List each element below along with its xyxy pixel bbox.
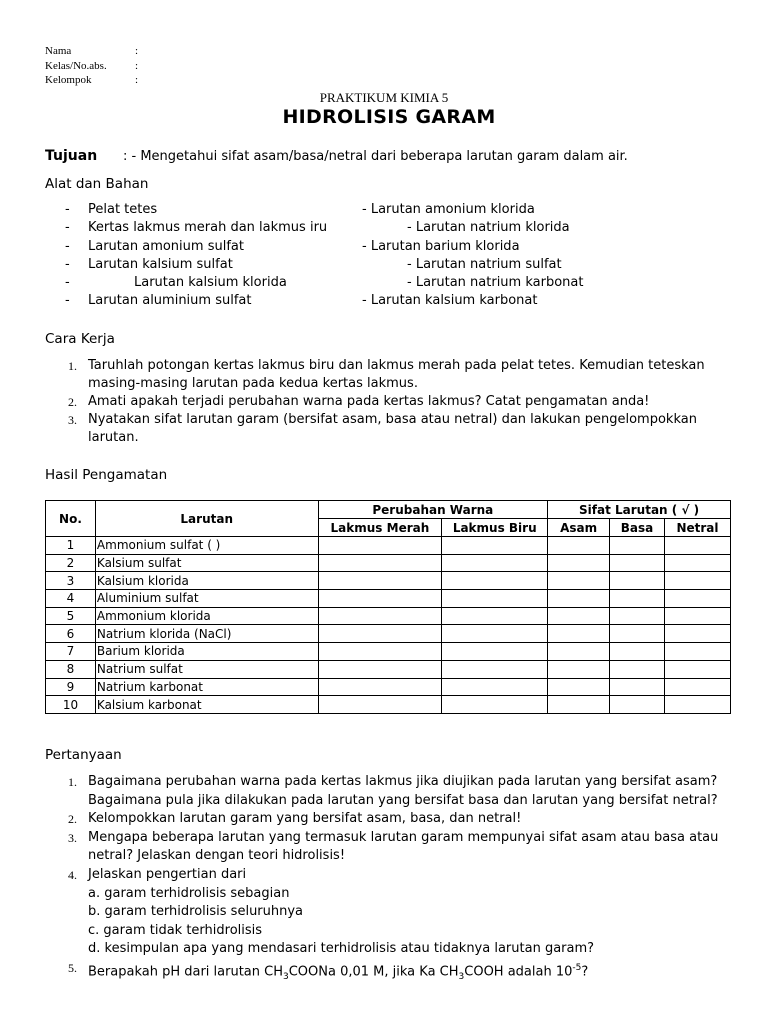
cell-empty (548, 537, 610, 555)
cell-empty (665, 696, 731, 714)
cell-no: 4 (46, 590, 96, 608)
cell-no: 1 (46, 537, 96, 555)
cell-empty (548, 643, 610, 661)
header-basa: Basa (610, 519, 665, 537)
list-item (65, 256, 665, 274)
list-item (65, 201, 665, 219)
sub-item: a. garam terhidrolisis sebagian (88, 885, 290, 901)
identity-label: Kelompok (45, 74, 92, 86)
cell-no: 5 (46, 607, 96, 625)
pertanyaan-heading: Pertanyaan (45, 747, 122, 763)
sub-item: d. kesimpulan apa yang mendasari terhidrolisis atau tidaknya larutan garam? (88, 941, 595, 957)
cell-empty (318, 678, 442, 696)
step-text: Taruhlah potongan kertas lakmus biru dan lakmus merah pada pelat tetes. Kemudian teteskan masing-masing larutan pada kedua kertas lakmus. (88, 358, 705, 391)
cell-no: 6 (46, 625, 96, 643)
cell-no: 8 (46, 660, 96, 678)
header-asam: Asam (548, 519, 610, 537)
table-row (46, 625, 731, 643)
question-text: Bagaimana perubahan warna pada kertas lakmus jika diujikan pada larutan yang bersifat asam? Bagaimana pula jika dilakukan pada larutan yang bersifat basa dan larutan yang bersifat netral? (88, 774, 718, 808)
cell-empty (665, 625, 731, 643)
cell-empty (442, 537, 548, 555)
table-row (46, 572, 731, 590)
cell-larutan: Kalsium klorida (95, 572, 318, 590)
question-number: 5. (68, 960, 77, 975)
dash: - (65, 202, 70, 217)
cell-empty (610, 696, 665, 714)
list-item (65, 238, 665, 256)
cell-empty (665, 643, 731, 661)
cell-larutan: Barium klorida (95, 643, 318, 661)
cell-larutan: Kalsium sulfat (95, 554, 318, 572)
cell-empty (442, 625, 548, 643)
cell-no: 7 (46, 643, 96, 661)
step-number: 3. (68, 413, 77, 427)
tujuan-text: : - Mengetahui sifat asam/basa/netral dari beberapa larutan garam dalam air. (123, 149, 628, 164)
practicum-subtitle: PRAKTIKUM KIMIA 5 (319, 90, 449, 105)
cell-empty (318, 607, 442, 625)
alat-heading: Alat dan Bahan (45, 176, 149, 192)
header-no: No. (46, 501, 96, 537)
cell-empty (318, 696, 442, 714)
cell-empty (442, 572, 548, 590)
cell-no: 3 (46, 572, 96, 590)
identity-block (45, 44, 145, 88)
cell-empty (442, 607, 548, 625)
table-row (46, 678, 731, 696)
header-perubahan-warna: Perubahan Warna (318, 501, 548, 519)
step-number: 2. (68, 395, 77, 409)
question-number: 3. (68, 830, 77, 845)
hasil-heading: Hasil Pengamatan (45, 467, 168, 483)
step-number: 1. (68, 359, 77, 373)
cell-larutan: Natrium klorida (NaCl) (95, 625, 318, 643)
question-text-block (88, 866, 738, 959)
identity-row-kelompok (45, 73, 145, 88)
cell-empty (665, 554, 731, 572)
cell-empty (610, 660, 665, 678)
cell-empty (665, 678, 731, 696)
list-item (65, 292, 665, 310)
identity-label: Nama (45, 45, 72, 57)
question-number: 1. (68, 775, 77, 789)
cell-empty (610, 554, 665, 572)
alat-item-left: Larutan kalsium klorida (134, 275, 287, 291)
cell-empty (610, 537, 665, 555)
dash: - (65, 220, 70, 236)
cell-empty (548, 696, 610, 714)
list-item (68, 773, 738, 810)
cell-empty (548, 554, 610, 572)
alat-item-left: Pelat tetes (88, 202, 158, 217)
dash: - (65, 275, 70, 291)
text-part: COOH adalah 10 (464, 964, 573, 980)
cell-empty (610, 678, 665, 696)
cell-empty (665, 537, 731, 555)
tujuan-label: Tujuan (45, 148, 98, 164)
table-row (46, 660, 731, 678)
alat-item-left: Larutan aluminium sulfat (88, 293, 252, 309)
cell-empty (610, 643, 665, 661)
table-row (46, 554, 731, 572)
cell-empty (548, 572, 610, 590)
question-text: Jelaskan pengertian dari (88, 866, 247, 882)
question-list (68, 773, 738, 986)
cell-empty (442, 643, 548, 661)
tujuan-section (45, 148, 628, 164)
list-item (68, 411, 728, 447)
text-part: Berapakah pH dari larutan CH (88, 964, 283, 980)
cell-empty (665, 607, 731, 625)
identity-colon: : (135, 59, 139, 72)
text-part: COONa 0,01 M, jika Ka CH (288, 964, 459, 980)
alat-list (65, 201, 665, 311)
step-text: Nyatakan sifat larutan garam (bersifat asam, basa atau netral) dan lakukan pengelompokkan larutan. (88, 412, 697, 445)
cell-empty (442, 554, 548, 572)
cell-empty (318, 660, 442, 678)
table-row (46, 607, 731, 625)
list-item (68, 829, 738, 866)
cell-empty (548, 607, 610, 625)
cell-empty (442, 696, 548, 714)
question-number: 2. (68, 812, 77, 827)
subscript: 3 (283, 971, 289, 982)
table-row (46, 643, 731, 661)
text-part: ? (581, 964, 589, 980)
cell-empty (548, 678, 610, 696)
table-row (46, 590, 731, 608)
header-lakmus-biru: Lakmus Biru (442, 519, 548, 537)
document-title: HIDROLISIS GARAM (282, 106, 496, 128)
identity-colon: : (135, 74, 139, 86)
cell-no: 9 (46, 678, 96, 696)
alat-item-left: Larutan amonium sulfat (88, 238, 244, 254)
header-larutan: Larutan (95, 501, 318, 537)
alat-item-right: - Larutan barium klorida (362, 238, 520, 254)
subscript: 3 (458, 971, 465, 982)
identity-row-nama (45, 44, 145, 59)
alat-item-right: - Larutan natrium klorida (407, 220, 570, 236)
header-sifat-larutan: Sifat Larutan ( √ ) (548, 501, 731, 519)
cell-empty (442, 678, 548, 696)
cell-empty (610, 590, 665, 608)
cell-empty (548, 590, 610, 608)
cell-larutan: Natrium karbonat (95, 678, 318, 696)
cara-heading: Cara Kerja (45, 331, 115, 347)
question-number: 4. (68, 867, 77, 882)
alat-item-left: Kertas lakmus merah dan lakmus iru (88, 220, 328, 236)
alat-item-right: - Larutan amonium klorida (362, 202, 535, 217)
alat-item-right: - Larutan natrium karbonat (407, 275, 584, 291)
cell-larutan: Kalsium karbonat (95, 696, 318, 714)
identity-label: Kelas/No.abs. (45, 59, 107, 72)
header-netral: Netral (665, 519, 731, 537)
cell-empty (318, 572, 442, 590)
question-text (88, 959, 738, 987)
superscript: -5 (572, 962, 582, 973)
cell-empty (610, 625, 665, 643)
cell-no: 10 (46, 696, 96, 714)
alat-item-right: - Larutan natrium sulfat (407, 256, 562, 272)
identity-row-kelas (45, 59, 145, 74)
cell-empty (318, 554, 442, 572)
cara-steps (68, 357, 728, 447)
cell-empty (442, 590, 548, 608)
cell-empty (610, 572, 665, 590)
list-item (68, 357, 728, 393)
alat-item-left: Larutan kalsium sulfat (88, 256, 233, 272)
table-row (46, 696, 731, 714)
identity-colon: : (135, 45, 139, 57)
cell-empty (442, 660, 548, 678)
observation-table (45, 500, 731, 714)
list-item (68, 393, 728, 411)
list-item (65, 274, 665, 292)
table-row (46, 537, 731, 555)
dash: - (65, 293, 70, 309)
cell-no: 2 (46, 554, 96, 572)
list-item (68, 959, 738, 987)
cell-empty (665, 572, 731, 590)
header-lakmus-merah: Lakmus Merah (318, 519, 442, 537)
question-text: Mengapa beberapa larutan yang termasuk larutan garam mempunyai sifat asam atau basa atau netral? Jelaskan dengan teori hidrolisis! (88, 829, 719, 864)
dash: - (65, 238, 70, 254)
cell-empty (318, 643, 442, 661)
question-text: Kelompokkan larutan garam yang bersifat asam, basa, dan netral! (88, 811, 522, 827)
list-item (65, 219, 665, 237)
cell-larutan: Ammonium sulfat ( ) (95, 537, 318, 555)
sub-item: b. garam terhidrolisis seluruhnya (88, 904, 304, 920)
cell-empty (665, 590, 731, 608)
list-item (68, 810, 738, 829)
cell-larutan: Ammonium klorida (95, 607, 318, 625)
cell-empty (318, 625, 442, 643)
alat-item-right: - Larutan kalsium karbonat (362, 293, 538, 309)
cell-empty (318, 537, 442, 555)
cell-empty (610, 607, 665, 625)
cell-empty (318, 590, 442, 608)
cell-empty (548, 660, 610, 678)
dash: - (65, 256, 70, 272)
step-text: Amati apakah terjadi perubahan warna pada kertas lakmus? Catat pengamatan anda! (88, 394, 650, 409)
cell-larutan: Natrium sulfat (95, 660, 318, 678)
sub-item: c. garam tidak terhidrolisis (88, 922, 263, 938)
cell-empty (548, 625, 610, 643)
cell-empty (665, 660, 731, 678)
cell-larutan: Aluminium sulfat (95, 590, 318, 608)
list-item (68, 866, 738, 959)
